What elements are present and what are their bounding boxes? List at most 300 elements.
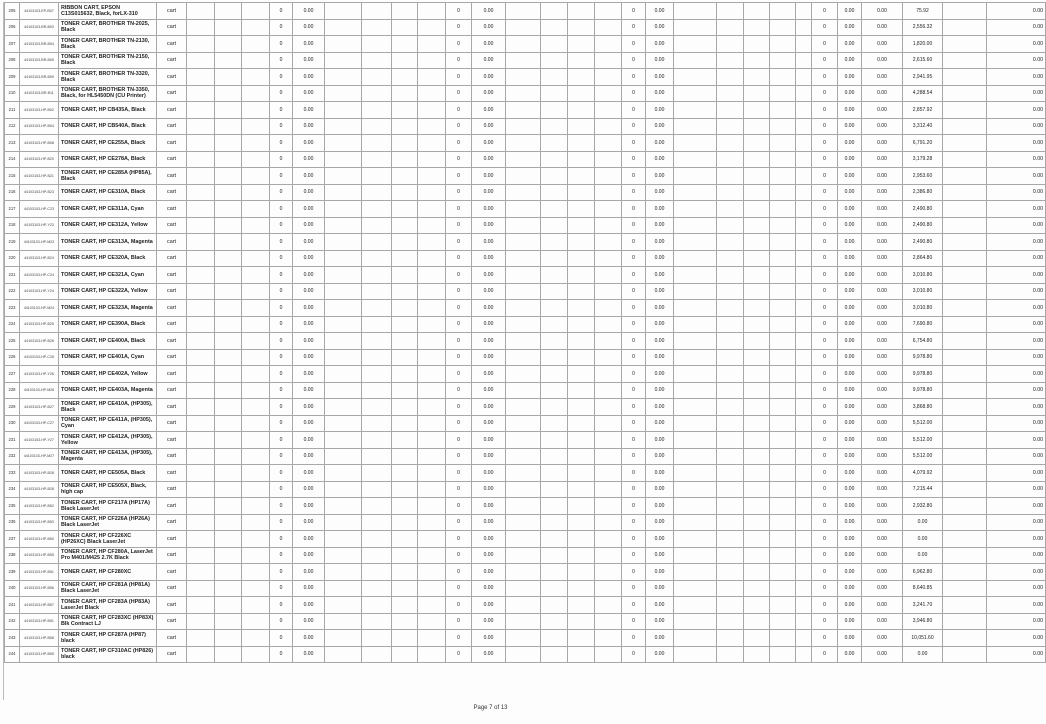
unit-of-measure: cart [157, 349, 187, 366]
empty-cell [187, 580, 215, 597]
empty-cell [506, 432, 541, 449]
empty-cell [418, 19, 446, 36]
empty-cell [242, 432, 270, 449]
amount-5: 0.00 [862, 580, 903, 597]
empty-cell [506, 19, 541, 36]
row-number: 207 [5, 36, 20, 53]
amount-4: 0.00 [838, 399, 862, 416]
item-description: TONER CART, HP CE411A, (HP305), Cyan [59, 415, 157, 432]
empty-cell [943, 432, 987, 449]
empty-cell [392, 234, 418, 251]
amount-4: 0.00 [838, 316, 862, 333]
empty-cell [187, 184, 215, 201]
empty-cell [541, 646, 568, 663]
empty-cell [943, 85, 987, 102]
item-code: 44103103-HP-Y23 [20, 217, 59, 234]
empty-cell [568, 465, 595, 482]
empty-cell [796, 3, 812, 20]
empty-cell [943, 3, 987, 20]
empty-cell [674, 184, 717, 201]
qty-3: 0 [622, 399, 646, 416]
unit-of-measure: cart [157, 597, 187, 614]
qty-2: 0 [446, 102, 472, 119]
qty-3: 0 [622, 217, 646, 234]
empty-cell [568, 168, 595, 185]
empty-cell [568, 135, 595, 152]
empty-cell [744, 201, 770, 218]
amount-4: 0.00 [838, 217, 862, 234]
unit-price: 7,215.44 [903, 481, 943, 498]
table-row [5, 69, 1046, 86]
empty-cell [506, 349, 541, 366]
empty-cell [796, 19, 812, 36]
qty-4: 0 [812, 630, 838, 647]
empty-cell [392, 366, 418, 383]
table-row [5, 19, 1046, 36]
amount-1: 0.00 [293, 481, 325, 498]
qty-3: 0 [622, 234, 646, 251]
empty-cell [506, 151, 541, 168]
qty-3: 0 [622, 283, 646, 300]
empty-cell [568, 514, 595, 531]
empty-cell [943, 300, 987, 317]
qty-1: 0 [270, 184, 293, 201]
empty-cell [325, 250, 362, 267]
qty-2: 0 [446, 547, 472, 564]
empty-cell [943, 382, 987, 399]
empty-cell [770, 531, 796, 548]
empty-cell [215, 646, 242, 663]
empty-cell [717, 36, 744, 53]
qty-2: 0 [446, 283, 472, 300]
amount-3: 0.00 [646, 514, 674, 531]
total-amount: 0.00 [987, 234, 1046, 251]
empty-cell [215, 547, 242, 564]
unit-price: 3,010.80 [903, 283, 943, 300]
empty-cell [215, 151, 242, 168]
empty-cell [595, 151, 622, 168]
qty-3: 0 [622, 267, 646, 284]
empty-cell [744, 366, 770, 383]
qty-1: 0 [270, 217, 293, 234]
empty-cell [418, 630, 446, 647]
amount-3: 0.00 [646, 597, 674, 614]
item-description: TONER CART, HP CE505A, Black [59, 465, 157, 482]
qty-2: 0 [446, 514, 472, 531]
empty-cell [595, 564, 622, 581]
table-row [5, 382, 1046, 399]
empty-cell [362, 333, 392, 350]
amount-4: 0.00 [838, 250, 862, 267]
table-row [5, 168, 1046, 185]
empty-cell [242, 3, 270, 20]
row-number: 243 [5, 630, 20, 647]
unit-price: 2,941.95 [903, 69, 943, 86]
qty-2: 0 [446, 52, 472, 69]
empty-cell [717, 564, 744, 581]
empty-cell [541, 151, 568, 168]
qty-1: 0 [270, 432, 293, 449]
empty-cell [943, 465, 987, 482]
qty-2: 0 [446, 399, 472, 416]
empty-cell [215, 531, 242, 548]
empty-cell [392, 580, 418, 597]
empty-cell [943, 415, 987, 432]
amount-2: 0.00 [472, 514, 506, 531]
unit-price: 0.00 [903, 547, 943, 564]
empty-cell [506, 597, 541, 614]
empty-cell [770, 597, 796, 614]
unit-price: 7,690.80 [903, 316, 943, 333]
empty-cell [362, 432, 392, 449]
empty-cell [242, 580, 270, 597]
empty-cell [418, 366, 446, 383]
empty-cell [943, 531, 987, 548]
empty-cell [187, 19, 215, 36]
qty-1: 0 [270, 135, 293, 152]
total-amount: 0.00 [987, 613, 1046, 630]
unit-price: 4,079.92 [903, 465, 943, 482]
row-number: 229 [5, 399, 20, 416]
empty-cell [717, 415, 744, 432]
empty-cell [595, 19, 622, 36]
empty-cell [796, 36, 812, 53]
unit-price: 5,512.00 [903, 448, 943, 465]
qty-2: 0 [446, 151, 472, 168]
empty-cell [187, 349, 215, 366]
empty-cell [418, 465, 446, 482]
item-code: 44103103-HP-B51 [20, 564, 59, 581]
amount-5: 0.00 [862, 432, 903, 449]
qty-1: 0 [270, 531, 293, 548]
empty-cell [595, 366, 622, 383]
empty-cell [362, 498, 392, 515]
empty-cell [744, 415, 770, 432]
qty-1: 0 [270, 349, 293, 366]
empty-cell [506, 316, 541, 333]
total-amount: 0.00 [987, 184, 1046, 201]
empty-cell [187, 217, 215, 234]
total-amount: 0.00 [987, 531, 1046, 548]
amount-2: 0.00 [472, 250, 506, 267]
empty-cell [242, 135, 270, 152]
qty-4: 0 [812, 267, 838, 284]
unit-price: 2,490.80 [903, 217, 943, 234]
row-number: 237 [5, 531, 20, 548]
empty-cell [943, 448, 987, 465]
unit-of-measure: cart [157, 234, 187, 251]
empty-cell [595, 135, 622, 152]
amount-5: 0.00 [862, 333, 903, 350]
qty-3: 0 [622, 184, 646, 201]
empty-cell [242, 366, 270, 383]
empty-cell [418, 498, 446, 515]
empty-cell [418, 382, 446, 399]
amount-5: 0.00 [862, 465, 903, 482]
empty-cell [744, 382, 770, 399]
empty-cell [595, 481, 622, 498]
empty-cell [418, 564, 446, 581]
row-number: 205 [5, 3, 20, 20]
empty-cell [325, 514, 362, 531]
qty-2: 0 [446, 481, 472, 498]
unit-of-measure: cart [157, 69, 187, 86]
total-amount: 0.00 [987, 564, 1046, 581]
qty-2: 0 [446, 498, 472, 515]
empty-cell [242, 201, 270, 218]
qty-3: 0 [622, 69, 646, 86]
row-number: 242 [5, 613, 20, 630]
empty-cell [717, 465, 744, 482]
amount-5: 0.00 [862, 448, 903, 465]
empty-cell [506, 283, 541, 300]
empty-cell [506, 135, 541, 152]
empty-cell [770, 564, 796, 581]
empty-cell [418, 333, 446, 350]
empty-cell [187, 3, 215, 20]
qty-2: 0 [446, 465, 472, 482]
empty-cell [541, 366, 568, 383]
empty-cell [796, 316, 812, 333]
empty-cell [674, 630, 717, 647]
item-description: TONER CART, HP CF226XC (HP26XC) Black LaserJet [59, 531, 157, 548]
empty-cell [796, 151, 812, 168]
unit-price: 2,490.80 [903, 234, 943, 251]
amount-3: 0.00 [646, 564, 674, 581]
empty-cell [744, 580, 770, 597]
qty-3: 0 [622, 52, 646, 69]
amount-4: 0.00 [838, 630, 862, 647]
empty-cell [418, 85, 446, 102]
unit-price: 9,978.80 [903, 382, 943, 399]
empty-cell [796, 597, 812, 614]
item-code: 44103103-HP-B53 [20, 514, 59, 531]
empty-cell [568, 415, 595, 432]
amount-1: 0.00 [293, 597, 325, 614]
qty-1: 0 [270, 366, 293, 383]
empty-cell [770, 85, 796, 102]
unit-of-measure: cart [157, 613, 187, 630]
table-row [5, 118, 1046, 135]
empty-cell [796, 580, 812, 597]
empty-cell [325, 448, 362, 465]
empty-cell [943, 234, 987, 251]
empty-cell [595, 613, 622, 630]
amount-4: 0.00 [838, 448, 862, 465]
empty-cell [325, 481, 362, 498]
empty-cell [215, 283, 242, 300]
table-row [5, 52, 1046, 69]
empty-cell [362, 613, 392, 630]
amount-3: 0.00 [646, 69, 674, 86]
empty-cell [568, 267, 595, 284]
empty-cell [418, 415, 446, 432]
item-description: TONER CART, HP CE310A, Black [59, 184, 157, 201]
total-amount: 0.00 [987, 52, 1046, 69]
empty-cell [796, 234, 812, 251]
empty-cell [242, 250, 270, 267]
qty-4: 0 [812, 85, 838, 102]
item-description: TONER CART, BROTHER TN-2025, Black [59, 19, 157, 36]
empty-cell [568, 432, 595, 449]
item-code: 44103103-HP-B24 [20, 250, 59, 267]
empty-cell [796, 69, 812, 86]
empty-cell [595, 531, 622, 548]
empty-cell [595, 382, 622, 399]
amount-3: 0.00 [646, 135, 674, 152]
empty-cell [392, 283, 418, 300]
qty-4: 0 [812, 349, 838, 366]
item-code: 44103103-HP-B02 [20, 102, 59, 119]
empty-cell [744, 267, 770, 284]
total-amount: 0.00 [987, 69, 1046, 86]
unit-of-measure: cart [157, 184, 187, 201]
item-code: 44103103-HP-B26 [20, 333, 59, 350]
unit-of-measure: cart [157, 646, 187, 663]
empty-cell [215, 333, 242, 350]
empty-cell [717, 498, 744, 515]
qty-2: 0 [446, 69, 472, 86]
amount-2: 0.00 [472, 69, 506, 86]
empty-cell [392, 531, 418, 548]
qty-2: 0 [446, 234, 472, 251]
amount-5: 0.00 [862, 399, 903, 416]
empty-cell [674, 399, 717, 416]
empty-cell [674, 168, 717, 185]
empty-cell [418, 300, 446, 317]
empty-cell [770, 201, 796, 218]
table-row [5, 630, 1046, 647]
empty-cell [744, 349, 770, 366]
qty-4: 0 [812, 415, 838, 432]
unit-of-measure: cart [157, 531, 187, 548]
empty-cell [770, 399, 796, 416]
amount-3: 0.00 [646, 580, 674, 597]
amount-2: 0.00 [472, 217, 506, 234]
empty-cell [187, 316, 215, 333]
empty-cell [674, 52, 717, 69]
empty-cell [674, 498, 717, 515]
empty-cell [541, 19, 568, 36]
empty-cell [392, 151, 418, 168]
empty-cell [215, 432, 242, 449]
empty-cell [717, 3, 744, 20]
empty-cell [943, 646, 987, 663]
amount-5: 0.00 [862, 316, 903, 333]
qty-3: 0 [622, 597, 646, 614]
unit-of-measure: cart [157, 19, 187, 36]
empty-cell [215, 234, 242, 251]
empty-cell [796, 168, 812, 185]
qty-1: 0 [270, 448, 293, 465]
empty-cell [392, 300, 418, 317]
empty-cell [770, 432, 796, 449]
unit-price: 6,754.80 [903, 333, 943, 350]
unit-price: 5,512.00 [903, 415, 943, 432]
empty-cell [717, 333, 744, 350]
amount-3: 0.00 [646, 646, 674, 663]
empty-cell [392, 19, 418, 36]
row-number: 236 [5, 514, 20, 531]
row-number: 210 [5, 85, 20, 102]
item-code: 44103103-HP-B27 [20, 399, 59, 416]
empty-cell [717, 349, 744, 366]
empty-cell [506, 564, 541, 581]
empty-cell [744, 19, 770, 36]
unit-price: 3,241.70 [903, 597, 943, 614]
unit-price: 2,490.80 [903, 201, 943, 218]
empty-cell [506, 118, 541, 135]
empty-cell [568, 580, 595, 597]
empty-cell [242, 630, 270, 647]
item-code: 44103103-HP-B20 [20, 151, 59, 168]
unit-price: 6,791.20 [903, 135, 943, 152]
empty-cell [674, 69, 717, 86]
empty-cell [568, 184, 595, 201]
empty-cell [943, 547, 987, 564]
empty-cell [595, 102, 622, 119]
item-description: TONER CART, HP CB540A, Black [59, 118, 157, 135]
item-description: TONER CART, HP CE278A, Black [59, 151, 157, 168]
item-description: TONER CART, HP CE400A, Black [59, 333, 157, 350]
empty-cell [717, 531, 744, 548]
amount-3: 0.00 [646, 448, 674, 465]
amount-5: 0.00 [862, 184, 903, 201]
empty-cell [717, 283, 744, 300]
empty-cell [187, 547, 215, 564]
empty-cell [770, 382, 796, 399]
empty-cell [595, 399, 622, 416]
amount-5: 0.00 [862, 201, 903, 218]
amount-1: 0.00 [293, 382, 325, 399]
empty-cell [717, 630, 744, 647]
empty-cell [595, 415, 622, 432]
empty-cell [187, 151, 215, 168]
empty-cell [325, 333, 362, 350]
empty-cell [744, 135, 770, 152]
total-amount: 0.00 [987, 349, 1046, 366]
qty-1: 0 [270, 19, 293, 36]
empty-cell [392, 415, 418, 432]
amount-3: 0.00 [646, 399, 674, 416]
empty-cell [744, 399, 770, 416]
empty-cell [770, 547, 796, 564]
row-number: 214 [5, 151, 20, 168]
empty-cell [325, 382, 362, 399]
empty-cell [242, 448, 270, 465]
qty-3: 0 [622, 333, 646, 350]
item-description: TONER CART, HP CE410A, (HP305), Black [59, 399, 157, 416]
empty-cell [541, 283, 568, 300]
amount-1: 0.00 [293, 234, 325, 251]
amount-1: 0.00 [293, 415, 325, 432]
amount-2: 0.00 [472, 580, 506, 597]
amount-1: 0.00 [293, 498, 325, 515]
table-row [5, 432, 1046, 449]
total-amount: 0.00 [987, 85, 1046, 102]
qty-4: 0 [812, 3, 838, 20]
empty-cell [187, 300, 215, 317]
empty-cell [187, 168, 215, 185]
empty-cell [362, 267, 392, 284]
unit-price: 2,857.92 [903, 102, 943, 119]
empty-cell [541, 498, 568, 515]
empty-cell [392, 547, 418, 564]
empty-cell [568, 69, 595, 86]
empty-cell [541, 514, 568, 531]
empty-cell [418, 448, 446, 465]
qty-4: 0 [812, 613, 838, 630]
